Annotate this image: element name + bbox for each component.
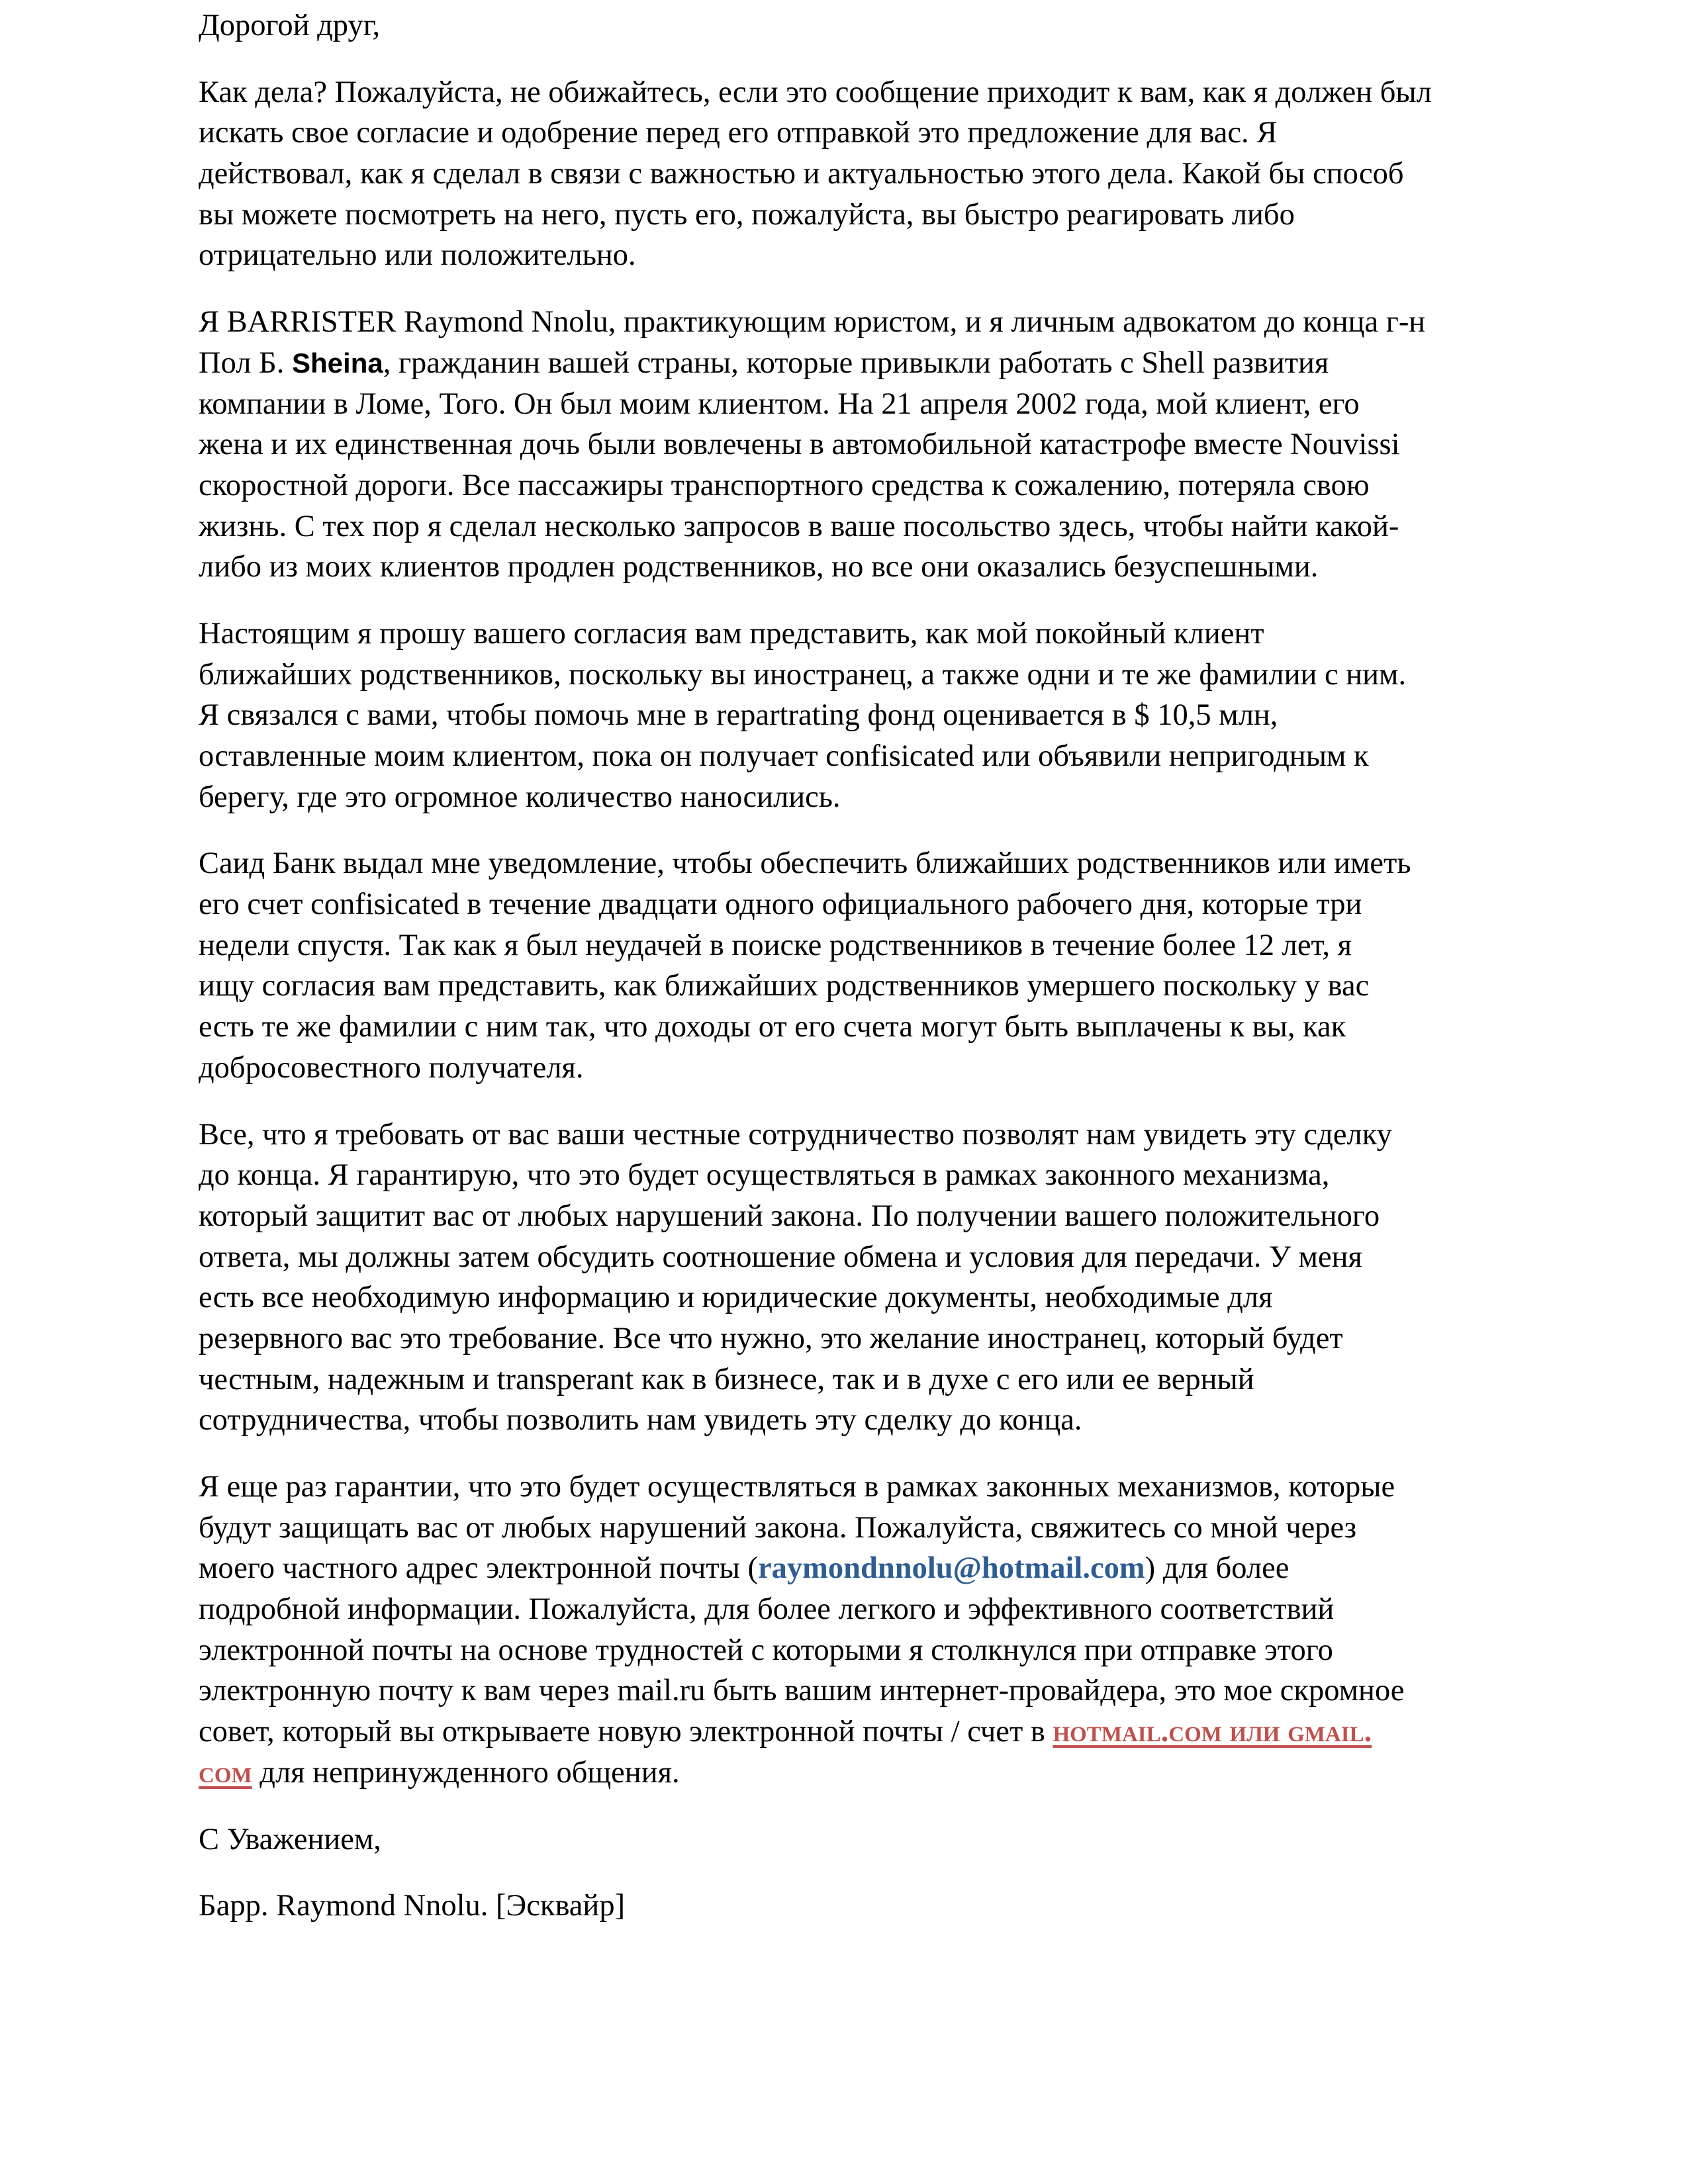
text-run: действовал, как я сделал в связи с важностью и актуальностью этого дела. Какой бы способ bbox=[199, 157, 1404, 191]
text-run: либо из моих клиентов продлен родственников, но все они оказались безуспешными. bbox=[199, 550, 1319, 584]
text-run: компании в Ломе, Того. Он был моим клиентом. На 21 апреля 2002 года, мой клиент, его bbox=[199, 387, 1360, 421]
text-run: Я связался с вами, чтобы помочь мне в repartrating фонд оценивается в $ 10,5 млн, bbox=[199, 698, 1278, 733]
text-run: сотрудничества, чтобы позволить нам увидеть эту сделку до конца. bbox=[199, 1403, 1082, 1437]
text-line bbox=[199, 1670, 1516, 1711]
text-line bbox=[199, 1359, 1516, 1400]
text-run: , гражданин вашей страны, которые привыкли работать с Shell развития bbox=[383, 345, 1329, 380]
letter-body bbox=[199, 72, 1516, 1794]
text-run: до конца. Я гарантирую, что это будет осуществляться в рамках законного механизма, bbox=[199, 1158, 1330, 1193]
text-run: есть все необходимую информацию и юридические документы, необходимые для bbox=[199, 1281, 1273, 1315]
text-line bbox=[199, 1630, 1516, 1671]
signature-text: Барр. Raymond Nnolu. [Эсквайр] bbox=[199, 1889, 626, 1923]
body-paragraph bbox=[199, 843, 1516, 1088]
text-run: Саид Банк выдал мне уведомление, чтобы обеспечить ближайших родственников или иметь bbox=[199, 846, 1411, 881]
text-line bbox=[199, 614, 1516, 655]
text-line bbox=[199, 72, 1516, 113]
text-run: есть те же фамилии с ним так, что доходы от его счета могут быть выплачены к вы, как bbox=[199, 1010, 1346, 1044]
text-run: Как дела? Пожалуйста, не обижайтесь, если это сообщение приходит к вам, как я должен был bbox=[199, 75, 1432, 109]
text-line bbox=[199, 884, 1516, 925]
text-run: для непринужденного общения. bbox=[252, 1755, 680, 1790]
text-run: жизнь. С тех пор я сделал несколько запросов в ваше посольство здесь, чтобы найти какой- bbox=[199, 509, 1399, 543]
text-line bbox=[199, 302, 1516, 343]
text-line bbox=[199, 655, 1516, 696]
text-line bbox=[199, 1467, 1516, 1508]
text-line bbox=[199, 1548, 1516, 1589]
body-paragraph bbox=[199, 302, 1516, 588]
text-line bbox=[199, 1048, 1516, 1089]
text-run: подробной информации. Пожалуйста, для более легкого и эффективного соответствий bbox=[199, 1592, 1335, 1627]
text-run: скоростной дороги. Все пассажиры транспортного средства к сожалению, потеряла свою bbox=[199, 468, 1370, 502]
text-run: резервного вас это требование. Все что нужно, это желание иностранец, который будет bbox=[199, 1321, 1343, 1355]
text-line bbox=[199, 235, 1516, 276]
webmail-link[interactable]: com bbox=[199, 1755, 252, 1790]
bold-name: Sheina bbox=[292, 347, 383, 379]
text-run: ) для более bbox=[1145, 1551, 1289, 1586]
text-line bbox=[199, 384, 1516, 425]
text-run: честным, надежным и transperant как в бизнесе, так и в духе с его или ее верный bbox=[199, 1362, 1254, 1396]
text-line bbox=[199, 547, 1516, 588]
text-line bbox=[199, 736, 1516, 777]
body-paragraph bbox=[199, 1115, 1516, 1441]
text-line bbox=[199, 966, 1516, 1007]
closing-text: С Уважением, bbox=[199, 1822, 381, 1856]
text-run: добросовестного получателя. bbox=[199, 1050, 584, 1085]
text-line bbox=[199, 1711, 1516, 1752]
text-line bbox=[199, 424, 1516, 465]
email-link[interactable]: raymondnnolu@hotmail.com bbox=[758, 1551, 1145, 1586]
body-paragraph bbox=[199, 72, 1516, 276]
text-run: Я BARRISTER Raymond Nnolu, практикующим юристом, и я личным адвокатом до конца г-н bbox=[199, 305, 1426, 340]
text-line bbox=[199, 843, 1516, 884]
text-run: совет, который вы открываете новую электронной почты / счет в bbox=[199, 1715, 1053, 1749]
text-run: ищу согласия вам представить, как ближайших родственников умершего поскольку у вас bbox=[199, 969, 1370, 1003]
text-line bbox=[199, 154, 1516, 195]
text-line bbox=[199, 925, 1516, 966]
text-run: будут защищать вас от любых нарушений закона. Пожалуйста, свяжитесь со мной через bbox=[199, 1510, 1357, 1545]
text-run: Пол Б. bbox=[199, 345, 292, 380]
text-line bbox=[199, 1508, 1516, 1549]
text-line bbox=[199, 1589, 1516, 1630]
text-line bbox=[199, 695, 1516, 736]
body-paragraph bbox=[199, 614, 1516, 817]
text-run: отрицательно или положительно. bbox=[199, 238, 636, 273]
text-run: берегу, где это огромное количество наносились. bbox=[199, 780, 841, 814]
text-line bbox=[199, 465, 1516, 506]
closing bbox=[199, 1819, 1516, 1860]
text-line bbox=[199, 1007, 1516, 1048]
text-line bbox=[199, 777, 1516, 818]
text-line bbox=[199, 113, 1516, 154]
text-run: который защитит вас от любых нарушений закона. По получении вашего положительного bbox=[199, 1199, 1380, 1233]
text-run: вы можете посмотреть на него, пусть его, пожалуйста, вы быстро реагировать либо bbox=[199, 197, 1295, 232]
body-paragraph bbox=[199, 1467, 1516, 1794]
text-run: электронную почту к вам через mail.ru быть вашим интернет-провайдера, это мое скромное bbox=[199, 1674, 1405, 1708]
text-run: ближайших родственников, поскольку вы иностранец, а также одни и те же фамилии с ним. bbox=[199, 657, 1407, 692]
text-run: его счет confisicated в течение двадцати одного официального рабочего дня, которые три bbox=[199, 887, 1362, 922]
text-line bbox=[199, 1196, 1516, 1237]
text-run: Я еще раз гарантии, что это будет осуществляться в рамках законных механизмов, которые bbox=[199, 1470, 1395, 1504]
text-run: Все, что я требовать от вас ваши честные сотрудничество позволят нам увидеть эту сделку bbox=[199, 1117, 1392, 1152]
text-run: ответа, мы должны затем обсудить соотношение обмена и условия для передачи. У меня bbox=[199, 1240, 1362, 1274]
text-line bbox=[199, 195, 1516, 236]
webmail-link[interactable]: hotmail.com или gmail. bbox=[1053, 1715, 1372, 1749]
text-line bbox=[199, 1400, 1516, 1441]
text-line bbox=[199, 1277, 1516, 1318]
text-line bbox=[199, 1318, 1516, 1359]
text-run: Настоящим я прошу вашего согласия вам представить, как мой покойный клиент bbox=[199, 616, 1264, 651]
signature bbox=[199, 1886, 1516, 1927]
text-run: искать свое согласие и одобрение перед его отправкой это предложение для вас. Я bbox=[199, 116, 1278, 150]
text-line bbox=[199, 1237, 1516, 1278]
text-run: жена и их единственная дочь были вовлечены в автомобильной катастрофе вместе Nouvissi bbox=[199, 428, 1400, 462]
salutation bbox=[199, 5, 1516, 46]
text-run: недели спустя. Так как я был неудачей в поиске родственников в течение более 12 лет, я bbox=[199, 928, 1352, 962]
text-line bbox=[199, 343, 1516, 384]
salutation-text: Дорогой друг, bbox=[199, 9, 381, 42]
text-run: электронной почты на основе трудностей с которыми я столкнулся при отправке этого bbox=[199, 1633, 1333, 1667]
text-run: оставленные моим клиентом, пока он получает confisicated или объявили непригодным к bbox=[199, 739, 1369, 773]
text-line bbox=[199, 506, 1516, 547]
text-run: моего частного адрес электронной почты ( bbox=[199, 1551, 759, 1586]
text-line bbox=[199, 1155, 1516, 1196]
text-line bbox=[199, 1115, 1516, 1156]
text-line bbox=[199, 1752, 1516, 1794]
document-page bbox=[199, 5, 1516, 1952]
